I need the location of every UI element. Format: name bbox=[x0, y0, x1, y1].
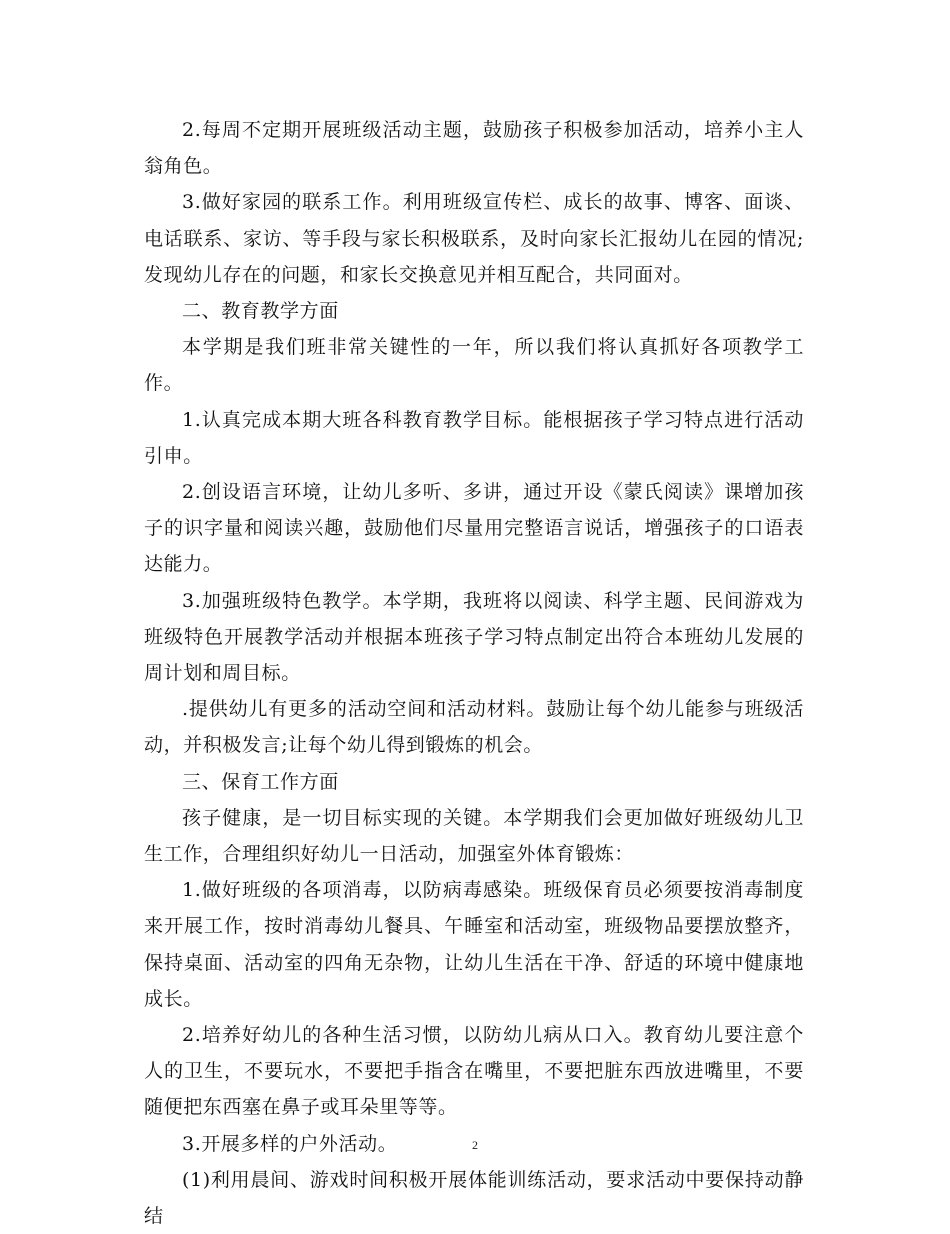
paragraph: 2.培养好幼儿的各种生活习惯，以防幼儿病从口入。教育幼儿要注意个人的卫生，不要玩水，不要把手指含在嘴里，不要把脏东西放进嘴里，不要随便把东西塞在鼻子或耳朵里等等。 bbox=[144, 1024, 804, 1119]
page-number: 2 bbox=[472, 1138, 478, 1152]
paragraph: 3.做好家园的联系工作。利用班级宣传栏、成长的故事、博客、面谈、电话联系、家访、等手段与家长积极联系，及时向家长汇报幼儿在园的情况;发现幼儿存在的问题，和家长交换意见并相互配合，共同面对。 bbox=[144, 191, 804, 286]
paragraph: 1.做好班级的各项消毒，以防病毒感染。班级保育员必须要按消毒制度来开展工作，按时消毒幼儿餐具、午睡室和活动室，班级物品要摆放整齐，保持桌面、活动室的四角无杂物，让幼儿生活在干净、舒适的环境中健康地成长。 bbox=[144, 879, 804, 1010]
paragraph: 孩子健康，是一切目标实现的关键。本学期我们会更加做好班级幼儿卫生工作，合理组织好幼儿一日活动，加强室外体育锻炼： bbox=[144, 806, 804, 866]
section-heading: 二、教育教学方面 bbox=[182, 300, 339, 323]
paragraph: 2.创设语言环境，让幼儿多听、多讲，通过开设《蒙氏阅读》课增加孩子的识字量和阅读兴趣，鼓励他们尽量用完整语言说话，增强孩子的口语表达能力。 bbox=[144, 481, 804, 576]
paragraph: .提供幼儿有更多的活动空间和活动材料。鼓励让每个幼儿能参与班级活动，并积极发言;让每个幼儿得到锻炼的机会。 bbox=[144, 698, 804, 757]
paragraph: 3.开展多样的户外活动。 bbox=[182, 1132, 398, 1155]
section-heading: 三、保育工作方面 bbox=[182, 770, 339, 793]
paragraph: (1)利用晨间、游戏时间积极开展体能训练活动，要求活动中要保持动静结 bbox=[144, 1168, 804, 1228]
document-body bbox=[144, 112, 804, 1234]
paragraph: 2.每周不定期开展班级活动主题，鼓励孩子积极参加活动，培养小主人翁角色。 bbox=[144, 119, 804, 178]
paragraph: 1.认真完成本期大班各科教育教学目标。能根据孩子学习特点进行活动引申。 bbox=[144, 408, 804, 467]
paragraph: 3.加强班级特色教学。本学期，我班将以阅读、科学主题、民间游戏为班级特色开展教学活动并根据本班孩子学习特点制定出符合本班幼儿发展的周计划和周目标。 bbox=[144, 589, 804, 685]
paragraph: 本学期是我们班非常关键性的一年，所以我们将认真抓好各项教学工作。 bbox=[144, 336, 804, 395]
